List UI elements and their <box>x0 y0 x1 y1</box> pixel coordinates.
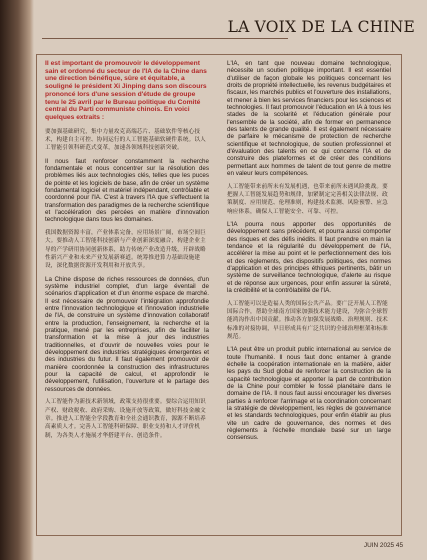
lead-paragraph: Il est important de promouvoir le développement sain et ordonné du secteur de l'IA de la Chine dans une direction bénéfique, sûre et équitable, a souligné le président Xi Jinping dans son discours prononcé lors d'une session d'étude de groupe tenu le 25 avril par le Bureau politique du Comité central du Parti communiste chinois. En voici quelques extraits : <box>45 60 207 121</box>
french-paragraph-5: L'IA peut être un produit public international au service de toute l'humanité. Il nous faut donc entamer à grande échelle la coopération internationale en la matière, aider les pays du Sud global de renforcer la construction de la capacité technologique et apporter la part de contribution de la Chine pour combler le fossé planétaire dans le domaine de l'IA. Il nous faut aussi encourager les diverses parties à renforcer l'arrimage et la coordination concernant la stratégie de développement, les règles de gouvernance et les standards technologiques, pour enfin établir au plus vite un cadre de gouvernance, des normes et des règlements à l'échelle mondiale basé sur un large consensus. <box>227 346 391 442</box>
french-paragraph-4: L'IA pourra nous apporter des opportunités de développement sans précédent, et pourra aussi comporter des risques et des défis inédits. Il faut prendre en main la tendance et la régularité du développement de l'IA, accélérer la mise au point et le perfectionnement des lois et des règlements, des dispositifs politiques, des normes d'application et des principes éthiques pertinents, bâtir un système de surveillance technologique, d'alerte au risque et de réponse aux urgences, pour enfin assurer la sûreté, la crédibilité et la contrôlabilité de l'IA. <box>227 221 391 295</box>
header-rule <box>42 38 288 39</box>
chinese-quote-2: 我国数据资源丰富，产业体系完备，应用场景广阔，市场空间巨大。要推动人工智能科技创新与产业创新深度融合，构建企业主导的产学研用协同创新体系，助力传统产业改造升级，开辟战略性新兴产业和未来产业发展新赛道。统筹推进算力基础设施建设，深化数据资源开发利用和开放共享。 <box>45 229 206 270</box>
chinese-quote-5: 人工智能可以是造福人类的国际公共产品。要广泛开展人工智能国际合作，帮助全球南方国家加强技术能力建设，为弥合全球智能鸿沟作出中国贡献。推动各方加强发展战略、治理规则、技术标准的对接协调，早日形成具有广泛共识的全球治理框架和标准规范。 <box>227 300 388 340</box>
right-column <box>227 60 391 447</box>
french-paragraph-2: La Chine dispose de riches ressources de données, d'un système industriel complet, d'un large éventail de scénarios d'application et d'un énorme espace de marché. Il est nécessaire de promouvoir l'intégration approfondie entre l'innovation technologique et l'innovation industrielle de l'IA, de construire un système d'innovation collaboratif entre la production, l'enseignement, la recherche et la pratique, mené par les entreprises, afin de faciliter la transformation et la mise à jour des industries traditionnelles, et d'ouvrir de nouvelles voies pour le développement des industries stratégiques émergentes et des industries du futur. Il faut également promouvoir de manière coordonnée la construction des infrastructures pour la capacité de calcul, et approfondir le développement, l'utilisation, l'ouverture et le partage des ressources de données. <box>45 275 209 393</box>
chinese-quote-4: 人工智能带来前所未有发展机遇，也带来前所未遇风险挑战。要把握人工智能发展趋势和规律，加紧制定完善相关法律法规、政策制度、应用规范、伦理准则，构建技术监测、风险预警、应急响应体系，确保人工智能安全、可靠、可控。 <box>227 183 388 215</box>
chinese-quote-1: 要加强基础研究，集中力量攻克高端芯片、基础软件等核心技术，构建自主可控、协同运行的人工智能基础软硬件系统。以人工智能引领科研范式变革，加速各领域科技创新突破。 <box>45 128 206 152</box>
left-column <box>45 60 209 445</box>
section-title: LA VOIX DE LA CHINE <box>227 18 415 36</box>
chinese-quote-3: 人工智能作为新技术新领域，政策支持很重要。要综合运用知识产权、财政税收、政府采购、设施开放等政策，做好科技金融文章。推进人工智能全学段教育和全社会通识教育，源源不断培养高素质人才。完善人工智能科研保障、职业支持和人才评价机制，为各类人才施展才华搭建平台、创造条件。 <box>45 399 206 439</box>
page-header <box>0 0 427 40</box>
page-footer: JUIN 2025 45 <box>363 542 403 549</box>
french-paragraph-1: Il nous faut renforcer constamment la recherche fondamentale et nous concentrer sur la résolution des problèmes liés aux technologies clés, telles que les puces de pointe et les logiciels de base, afin de créer un système fondamental logiciel et matériel indépendant, contrôlable et coordonné pour l'IA. C'est à travers l'IA que s'effectuent la transformation des paradigmes de la recherche scientifique et l'accélération des percées en matière d'innovation technologique dans tous les domaines. <box>45 157 209 224</box>
french-paragraph-3: L'IA, en tant que nouveau domaine technologique, nécessite un soutien politique important. Il est essentiel d'utiliser de façon globale les politiques concernant les droits de propriété intellectuelle, les revenus budgétaires et fiscaux, les marchés publics et l'ouverture des installations, et mener à bien les services financiers pour les sciences et technologies. Il faut promouvoir l'éducation en IA à tous les stades de la scolarité et l'éducation générale pour l'ensemble de la société, afin de former en permanence des talents de grande qualité. Il est également nécessaire de parfaire le mécanisme de protection de recherche scientifique et technologique, de soutien professionnel et d'évaluation des talents en ce qui concerne l'IA et de construire des plateformes et de créer des conditions permettant aux hommes de talent de tout genre de mettre en valeur leurs compétences. <box>227 60 391 178</box>
